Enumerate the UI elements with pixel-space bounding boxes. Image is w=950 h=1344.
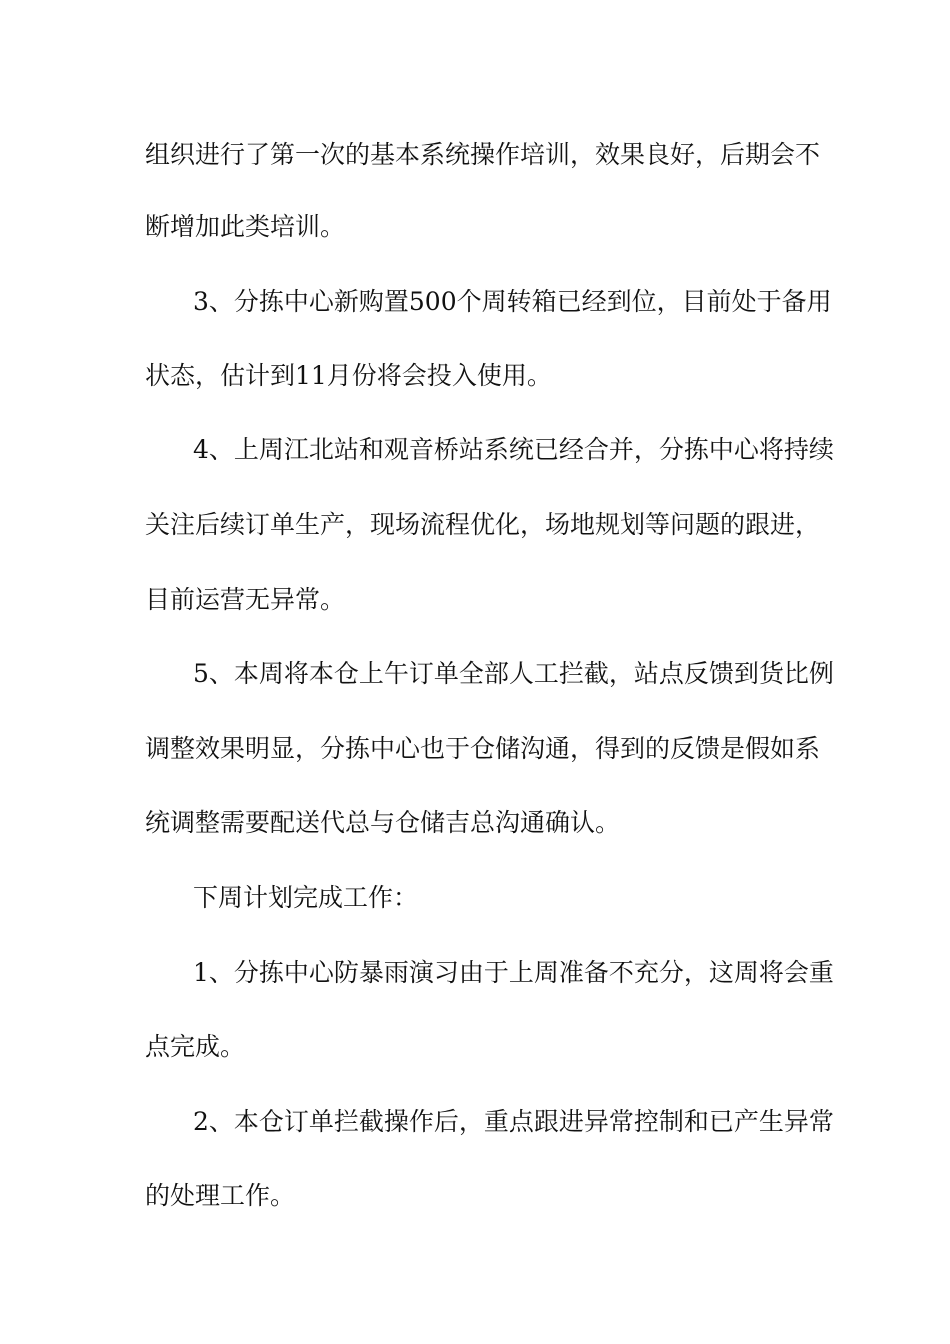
paragraph-line: 3、分拣中心新购置500个周转箱已经到位，目前处于备用: [193, 287, 832, 316]
paragraph-line: 2、本仓订单拦截操作后，重点跟进异常控制和已产生异常: [193, 1107, 834, 1136]
paragraph-line: 目前运营无异常。: [145, 585, 346, 614]
paragraph-line: 点完成。: [145, 1032, 246, 1061]
paragraph-line: 4、上周江北站和观音桥站系统已经合并，分拣中心将持续: [193, 435, 834, 464]
paragraph-line: 调整效果明显，分拣中心也于仓储沟通，得到的反馈是假如系: [145, 734, 821, 763]
paragraph-line: 关注后续订单生产，现场流程优化，场地规划等问题的跟进，: [145, 510, 821, 539]
paragraph-line: 的处理工作。: [145, 1181, 296, 1210]
paragraph-line: 组织进行了第一次的基本系统操作培训，效果良好，后期会不: [145, 140, 821, 169]
section-heading: 下周计划完成工作：: [193, 883, 419, 912]
paragraph-line: 断增加此类培训。: [145, 212, 346, 241]
paragraph-line: 统调整需要配送代总与仓储吉总沟通确认。: [145, 808, 621, 837]
paragraph-line: 状态，估计到11月份将会投入使用。: [145, 361, 552, 390]
paragraph-line: 5、本周将本仓上午订单全部人工拦截，站点反馈到货比例: [193, 659, 834, 688]
paragraph-line: 1、分拣中心防暴雨演习由于上周准备不充分，这周将会重: [193, 958, 834, 987]
